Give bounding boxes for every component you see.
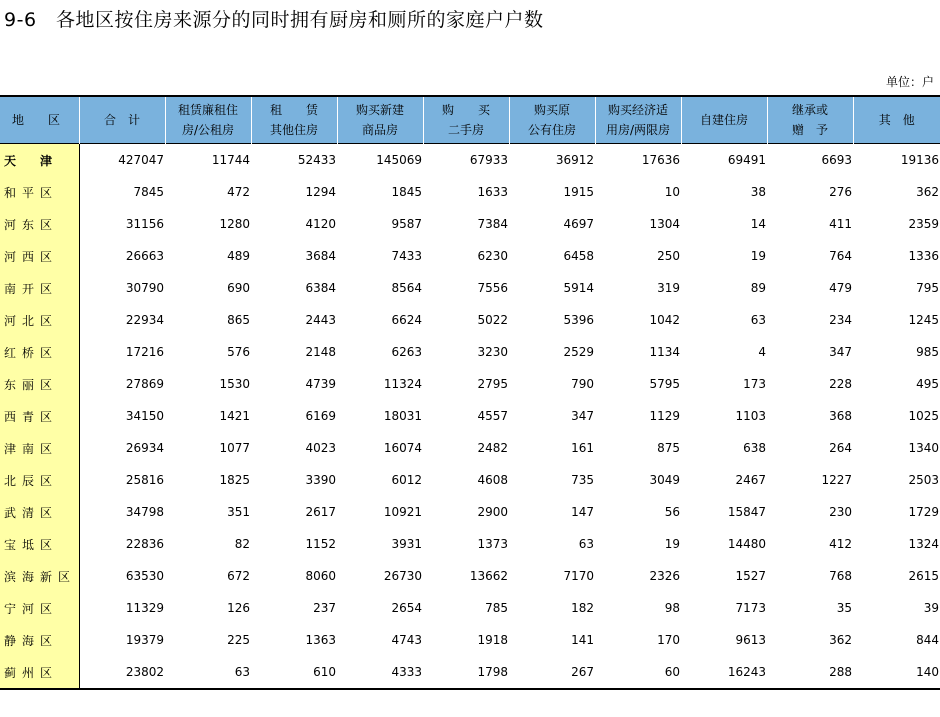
table-row (0, 336, 940, 368)
value-cell: 250 (657, 249, 680, 263)
table-body (0, 144, 940, 690)
value-cell: 319 (657, 281, 680, 295)
header-label: 公有住房 (527, 123, 576, 137)
value-cell: 13662 (469, 569, 508, 583)
header-label: 用房/两限房 (605, 123, 671, 137)
value-cell: 19 (750, 249, 766, 263)
value-cell: 638 (743, 441, 766, 455)
value-cell: 495 (916, 377, 939, 391)
value-cell: 795 (916, 281, 939, 295)
region-cell: 和平区 (0, 176, 79, 208)
value-cell: 735 (571, 473, 594, 487)
header-label: 其 他 (878, 113, 915, 127)
value-cell: 237 (313, 601, 336, 615)
value-cell: 11744 (211, 153, 250, 167)
value-cell: 5022 (477, 313, 508, 327)
value-cell: 362 (829, 633, 852, 647)
value-cell: 2503 (908, 473, 939, 487)
header-label: 继承或 (791, 103, 828, 117)
value-cell: 141 (571, 633, 594, 647)
header-label: 地 区 (12, 113, 61, 127)
value-cell: 4608 (477, 473, 508, 487)
region-cell: 河北区 (0, 304, 79, 336)
header-label: 其他住房 (269, 123, 318, 137)
value-cell: 351 (227, 505, 250, 519)
value-cell: 1324 (908, 537, 939, 551)
header-label: 赠 予 (791, 123, 828, 137)
header-label: 二手房 (447, 123, 484, 137)
value-cell: 6012 (391, 473, 422, 487)
value-cell: 1918 (477, 633, 508, 647)
value-cell: 38 (750, 185, 766, 199)
region-cell: 津南区 (0, 432, 79, 464)
value-cell: 1825 (219, 473, 250, 487)
value-cell: 3049 (649, 473, 680, 487)
value-cell: 14480 (727, 537, 766, 551)
value-cell: 6624 (391, 313, 422, 327)
value-cell: 7170 (563, 569, 594, 583)
value-cell: 69491 (727, 153, 766, 167)
region-cell: 红桥区 (0, 336, 79, 368)
value-cell: 2148 (305, 345, 336, 359)
value-cell: 34798 (125, 505, 164, 519)
value-cell: 27869 (125, 377, 164, 391)
table-row (0, 464, 940, 496)
value-cell: 3684 (305, 249, 336, 263)
header-col-5 (423, 96, 509, 144)
value-cell: 610 (251, 656, 337, 689)
table-row (0, 432, 940, 464)
value-cell: 35 (836, 601, 852, 615)
value-cell: 3931 (391, 537, 422, 551)
value-cell: 2443 (305, 313, 336, 327)
value-cell: 347 (571, 409, 594, 423)
value-cell: 7556 (477, 281, 508, 295)
table-row (0, 656, 940, 689)
region-cell: 武清区 (0, 496, 79, 528)
value-cell: 985 (916, 345, 939, 359)
value-cell: 1129 (649, 409, 680, 423)
table-row (0, 560, 940, 592)
value-cell: 6384 (305, 281, 336, 295)
header-col-6 (509, 96, 595, 144)
value-cell: 36912 (555, 153, 594, 167)
value-cell: 3230 (477, 345, 508, 359)
value-cell: 2482 (477, 441, 508, 455)
value-cell: 1421 (219, 409, 250, 423)
value-cell: 1025 (908, 409, 939, 423)
value-cell: 9613 (735, 633, 766, 647)
value-cell: 472 (227, 185, 250, 199)
unit-label: 单位：户 (885, 75, 934, 89)
value-cell: 2617 (305, 505, 336, 519)
value-cell: 31156 (125, 217, 164, 231)
region-cell: 西青区 (0, 400, 79, 432)
header-col-9 (767, 96, 853, 144)
value-cell: 8564 (391, 281, 422, 295)
value-cell: 145069 (376, 153, 422, 167)
value-cell: 63530 (125, 569, 164, 583)
value-cell: 865 (227, 313, 250, 327)
header-label: 租 赁 (269, 103, 318, 117)
value-cell: 764 (829, 249, 852, 263)
header-col-4 (337, 96, 423, 144)
value-cell: 576 (227, 345, 250, 359)
value-cell: 228 (829, 377, 852, 391)
value-cell: 18031 (383, 409, 422, 423)
value-cell: 16074 (383, 441, 422, 455)
value-cell: 5396 (563, 313, 594, 327)
value-cell: 489 (227, 249, 250, 263)
value-cell: 2615 (908, 569, 939, 583)
value-cell: 4 (758, 345, 766, 359)
value-cell: 4697 (563, 217, 594, 231)
header-col-1 (79, 96, 165, 144)
value-cell: 1915 (563, 185, 594, 199)
value-cell: 347 (829, 345, 852, 359)
value-cell: 1294 (305, 185, 336, 199)
value-cell: 785 (485, 601, 508, 615)
value-cell: 790 (571, 377, 594, 391)
value-cell: 1245 (908, 313, 939, 327)
header-region (0, 96, 79, 144)
value-cell: 14 (750, 217, 766, 231)
value-cell: 2326 (649, 569, 680, 583)
value-cell: 26730 (383, 569, 422, 583)
header-col-10 (853, 96, 940, 144)
value-cell: 230 (829, 505, 852, 519)
table-row (0, 208, 940, 240)
value-cell: 60 (595, 656, 681, 689)
value-cell: 23802 (79, 656, 165, 689)
table-row (0, 368, 940, 400)
table-row (0, 624, 940, 656)
header-col-7 (595, 96, 681, 144)
header-label: 购买新建 (355, 103, 404, 117)
value-cell: 267 (509, 656, 595, 689)
value-cell: 15847 (727, 505, 766, 519)
value-cell: 5795 (649, 377, 680, 391)
value-cell: 1373 (477, 537, 508, 551)
value-cell: 63 (578, 537, 594, 551)
value-cell: 1134 (649, 345, 680, 359)
value-cell: 7384 (477, 217, 508, 231)
region-cell: 滨海新区 (0, 560, 79, 592)
value-cell: 7173 (735, 601, 766, 615)
value-cell: 67933 (469, 153, 508, 167)
region-cell: 河西区 (0, 240, 79, 272)
header-label: 购买原 (533, 103, 570, 117)
value-cell: 82 (234, 537, 250, 551)
value-cell: 1227 (821, 473, 852, 487)
value-cell: 1363 (305, 633, 336, 647)
value-cell: 26663 (125, 249, 164, 263)
value-cell: 1340 (908, 441, 939, 455)
value-cell: 7845 (133, 185, 164, 199)
header-col-3 (251, 96, 337, 144)
value-cell: 4739 (305, 377, 336, 391)
table-row (0, 304, 940, 336)
region-cell: 北辰区 (0, 464, 79, 496)
value-cell: 126 (227, 601, 250, 615)
value-cell: 1633 (477, 185, 508, 199)
region-cell: 蓟州区 (0, 656, 79, 689)
value-cell: 2359 (908, 217, 939, 231)
value-cell: 25816 (125, 473, 164, 487)
region-cell: 河东区 (0, 208, 79, 240)
value-cell: 1527 (735, 569, 766, 583)
value-cell: 1077 (219, 441, 250, 455)
value-cell: 6458 (563, 249, 594, 263)
value-cell: 30790 (125, 281, 164, 295)
header-row (0, 96, 940, 144)
value-cell: 2467 (735, 473, 766, 487)
value-cell: 4743 (391, 633, 422, 647)
value-cell: 19136 (900, 153, 939, 167)
table-row (0, 144, 940, 177)
value-cell: 276 (829, 185, 852, 199)
value-cell: 4333 (337, 656, 423, 689)
table-row (0, 496, 940, 528)
value-cell: 427047 (118, 153, 164, 167)
header-label: 购买经济适 (607, 103, 668, 117)
value-cell: 140 (853, 656, 940, 689)
table-row (0, 528, 940, 560)
header-col-8 (681, 96, 767, 144)
table-row (0, 400, 940, 432)
value-cell: 1729 (908, 505, 939, 519)
header-label: 租赁廉租住 (177, 103, 238, 117)
value-cell: 63 (165, 656, 251, 689)
value-cell: 1042 (649, 313, 680, 327)
value-cell: 690 (227, 281, 250, 295)
value-cell: 6230 (477, 249, 508, 263)
value-cell: 17636 (641, 153, 680, 167)
table-row (0, 592, 940, 624)
value-cell: 234 (829, 313, 852, 327)
header-label: 商品房 (361, 123, 398, 137)
value-cell: 1530 (219, 377, 250, 391)
value-cell: 11324 (383, 377, 422, 391)
value-cell: 1280 (219, 217, 250, 231)
value-cell: 362 (916, 185, 939, 199)
value-cell: 412 (829, 537, 852, 551)
value-cell: 2529 (563, 345, 594, 359)
region-cell: 宝坻区 (0, 528, 79, 560)
value-cell: 1336 (908, 249, 939, 263)
region-cell: 天 津 (0, 144, 79, 177)
value-cell: 9587 (391, 217, 422, 231)
region-cell: 宁河区 (0, 592, 79, 624)
value-cell: 368 (829, 409, 852, 423)
value-cell: 10 (664, 185, 680, 199)
value-cell: 844 (916, 633, 939, 647)
value-cell: 161 (571, 441, 594, 455)
value-cell: 2900 (477, 505, 508, 519)
value-cell: 479 (829, 281, 852, 295)
header-label: 房/公租房 (181, 123, 235, 137)
page-title: 9-6 各地区按住房来源分的同时拥有厨房和厕所的家庭户户数 (4, 9, 544, 31)
value-cell: 2654 (391, 601, 422, 615)
value-cell: 89 (750, 281, 766, 295)
value-cell: 6693 (821, 153, 852, 167)
value-cell: 672 (227, 569, 250, 583)
header-label: 购 买 (441, 103, 490, 117)
region-cell: 静海区 (0, 624, 79, 656)
value-cell: 411 (829, 217, 852, 231)
value-cell: 173 (743, 377, 766, 391)
region-cell: 南开区 (0, 272, 79, 304)
value-cell: 22836 (125, 537, 164, 551)
value-cell: 7433 (391, 249, 422, 263)
value-cell: 288 (767, 656, 853, 689)
region-cell: 东丽区 (0, 368, 79, 400)
value-cell: 5914 (563, 281, 594, 295)
value-cell: 10921 (383, 505, 422, 519)
value-cell: 26934 (125, 441, 164, 455)
value-cell: 1152 (305, 537, 336, 551)
value-cell: 19379 (125, 633, 164, 647)
value-cell: 6169 (305, 409, 336, 423)
value-cell: 2795 (477, 377, 508, 391)
value-cell: 182 (571, 601, 594, 615)
value-cell: 1845 (391, 185, 422, 199)
value-cell: 1304 (649, 217, 680, 231)
header-label: 合 计 (103, 113, 140, 127)
value-cell: 11329 (125, 601, 164, 615)
value-cell: 52433 (297, 153, 336, 167)
value-cell: 17216 (125, 345, 164, 359)
header-col-2 (165, 96, 251, 144)
value-cell: 3390 (305, 473, 336, 487)
value-cell: 170 (657, 633, 680, 647)
value-cell: 8060 (305, 569, 336, 583)
table-row (0, 240, 940, 272)
value-cell: 1103 (735, 409, 766, 423)
value-cell: 147 (571, 505, 594, 519)
table-row (0, 176, 940, 208)
value-cell: 4557 (477, 409, 508, 423)
value-cell: 4023 (305, 441, 336, 455)
value-cell: 1798 (423, 656, 509, 689)
value-cell: 875 (657, 441, 680, 455)
value-cell: 34150 (125, 409, 164, 423)
value-cell: 16243 (681, 656, 767, 689)
value-cell: 63 (750, 313, 766, 327)
value-cell: 56 (664, 505, 680, 519)
value-cell: 98 (664, 601, 680, 615)
value-cell: 768 (829, 569, 852, 583)
value-cell: 19 (664, 537, 680, 551)
value-cell: 39 (923, 601, 939, 615)
value-cell: 264 (829, 441, 852, 455)
table-row (0, 272, 940, 304)
value-cell: 22934 (125, 313, 164, 327)
value-cell: 225 (227, 633, 250, 647)
data-table (0, 95, 940, 690)
value-cell: 6263 (391, 345, 422, 359)
value-cell: 4120 (305, 217, 336, 231)
header-label: 自建住房 (699, 113, 748, 127)
